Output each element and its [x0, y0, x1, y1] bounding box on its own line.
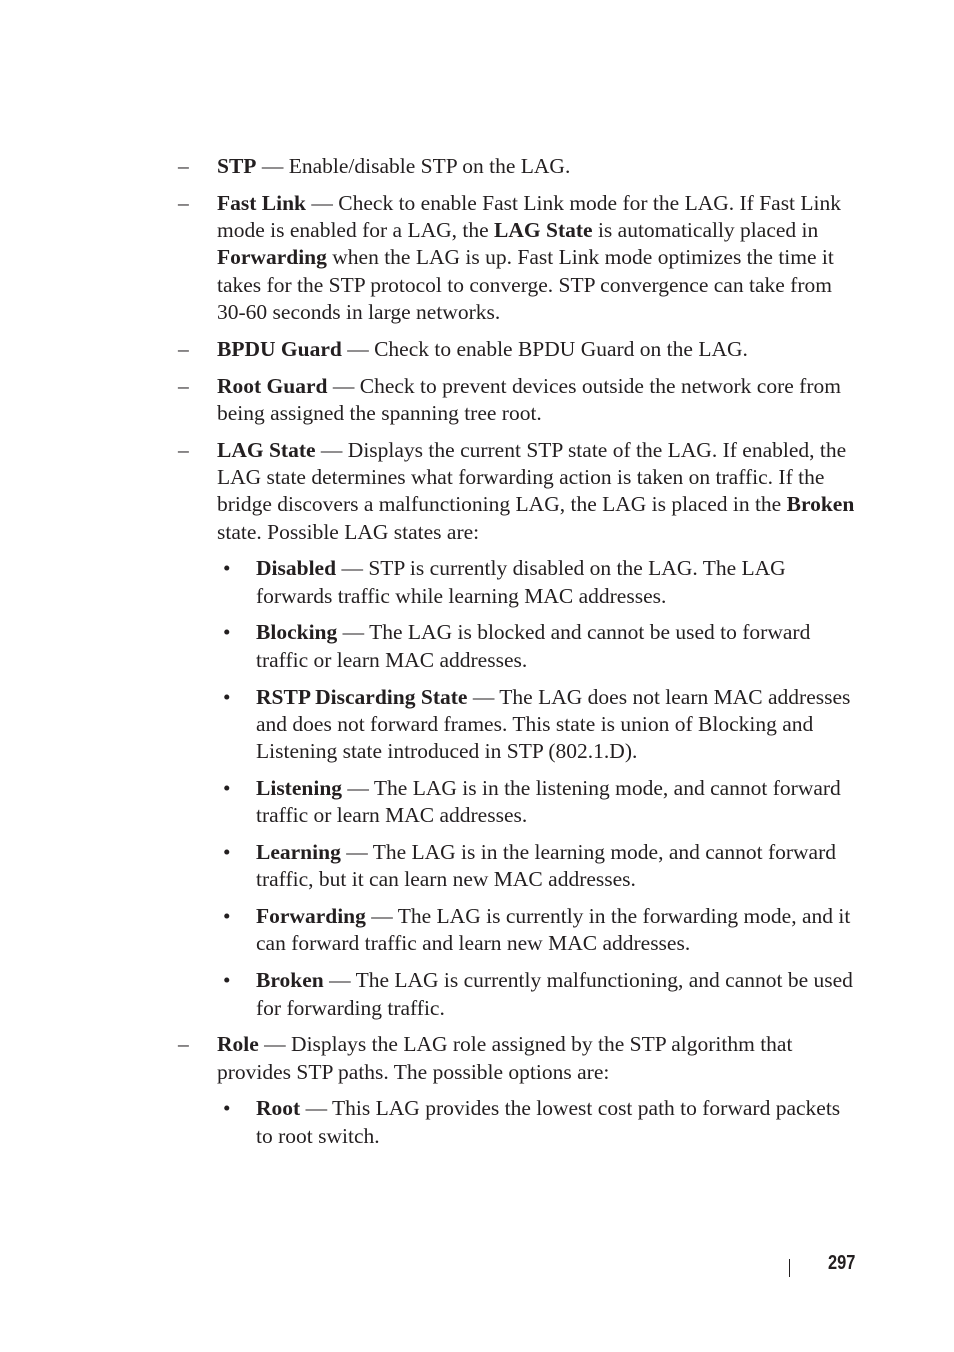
- term-bpdu-guard: BPDU Guard: [217, 336, 342, 361]
- desc-fast-link-a: — Check to enable Fast Link mode for the LAG. If Fast Link mode is enabled for a LAG, the: [217, 190, 842, 243]
- desc-broken: — The LAG is currently malfunctioning, and cannot be used for forwarding traffic.: [256, 968, 853, 1020]
- footer-divider: [789, 1259, 790, 1277]
- desc-disabled: — STP is currently disabled on the LAG. The LAG forwards traffic while learning MAC addresses.: [256, 556, 786, 608]
- term-root-guard: Root Guard: [217, 373, 328, 398]
- desc-fast-link-c: when the LAG is up. Fast Link mode optimizes the time it takes for the STP protocol to converge. STP convergence can take from 30-60 seconds in large networks.: [217, 245, 834, 324]
- desc-bpdu-guard: — Check to enable BPDU Guard on the LAG.: [341, 336, 748, 361]
- list-item-stp: [178, 153, 858, 180]
- term-lag-state-ref: LAG State: [494, 218, 593, 243]
- bullet-marker: •: [223, 620, 231, 645]
- desc-lag-state-a: — Displays the current STP state of the LAG. If enabled, the LAG state determines what forwarding action is taken on traffic. If the bridge discovers a malfunctioning LAG, the LAG is placed in the: [217, 437, 847, 517]
- bullet-marker: •: [223, 775, 231, 800]
- dash-marker: –: [178, 437, 189, 462]
- page-number: 297: [828, 1252, 856, 1274]
- desc-forwarding: — The LAG is currently in the forwarding mode, and it can forward traffic and learn new MAC addresses.: [256, 904, 851, 956]
- desc-root-guard: — Check to prevent devices outside the network core from being assigned the spanning tree root.: [217, 373, 841, 425]
- bullet-marker: •: [223, 840, 231, 865]
- term-broken-ref: Broken: [786, 492, 855, 517]
- list-item-broken: [178, 967, 858, 1022]
- term-stp: STP: [217, 154, 257, 178]
- list-item-role: [178, 1031, 858, 1086]
- bullet-marker: •: [223, 556, 231, 581]
- dash-marker: –: [178, 336, 189, 361]
- list-item-root: [178, 1095, 858, 1150]
- list-item-bpdu-guard: [178, 336, 858, 363]
- term-fast-link: Fast Link: [217, 190, 307, 215]
- term-lag-state: LAG State: [217, 437, 316, 462]
- dash-marker: –: [178, 190, 189, 215]
- term-listening: Listening: [256, 775, 343, 800]
- list-item-listening: [178, 775, 858, 830]
- term-role: Role: [217, 1032, 259, 1057]
- bullet-marker: •: [223, 1096, 231, 1121]
- bullet-marker: •: [223, 968, 231, 993]
- list-item-learning: [178, 839, 858, 894]
- term-learning: Learning: [256, 840, 341, 865]
- desc-blocking: — The LAG is blocked and cannot be used to forward traffic or learn MAC addresses.: [256, 620, 811, 672]
- list-item-disabled: [178, 555, 858, 610]
- term-blocking: Blocking: [256, 620, 338, 645]
- dash-marker: –: [178, 373, 189, 398]
- desc-stp: — Enable/disable STP on the LAG.: [256, 154, 571, 178]
- desc-listening: — The LAG is in the listening mode, and cannot forward traffic or learn MAC addresses.: [256, 775, 841, 828]
- bullet-marker: •: [223, 684, 231, 709]
- term-rstp-discarding: RSTP Discarding State: [256, 684, 468, 709]
- desc-learning: — The LAG is in the learning mode, and cannot forward traffic, but it can learn new MAC addresses.: [256, 840, 836, 892]
- desc-fast-link-b: is automatically placed in: [592, 218, 819, 243]
- dash-marker: –: [178, 154, 189, 178]
- bullet-marker: •: [223, 904, 231, 929]
- desc-lag-state-b: state. Possible LAG states are:: [217, 519, 480, 544]
- term-root: Root: [256, 1096, 301, 1121]
- term-forwarding: Forwarding: [256, 904, 366, 929]
- dash-marker: –: [178, 1032, 189, 1057]
- page-content: [178, 153, 858, 1160]
- term-disabled: Disabled: [256, 556, 337, 581]
- list-item-rstp-discarding: [178, 684, 858, 766]
- desc-role: — Displays the LAG role assigned by the STP algorithm that provides STP paths. The possible options are:: [217, 1032, 793, 1084]
- term-forwarding-ref: Forwarding: [217, 245, 327, 270]
- desc-rstp-discarding: — The LAG does not learn MAC addresses and does not forward frames. This state is union of Blocking and Listening state introduced in STP (802.1.D).: [256, 684, 851, 764]
- list-item-lag-state: [178, 437, 858, 546]
- list-item-blocking: [178, 619, 858, 674]
- term-broken: Broken: [256, 968, 324, 993]
- list-item-forwarding: [178, 903, 858, 958]
- list-item-fast-link: [178, 190, 858, 326]
- list-item-root-guard: [178, 373, 858, 428]
- desc-root: — This LAG provides the lowest cost path to forward packets to root switch.: [256, 1096, 841, 1148]
